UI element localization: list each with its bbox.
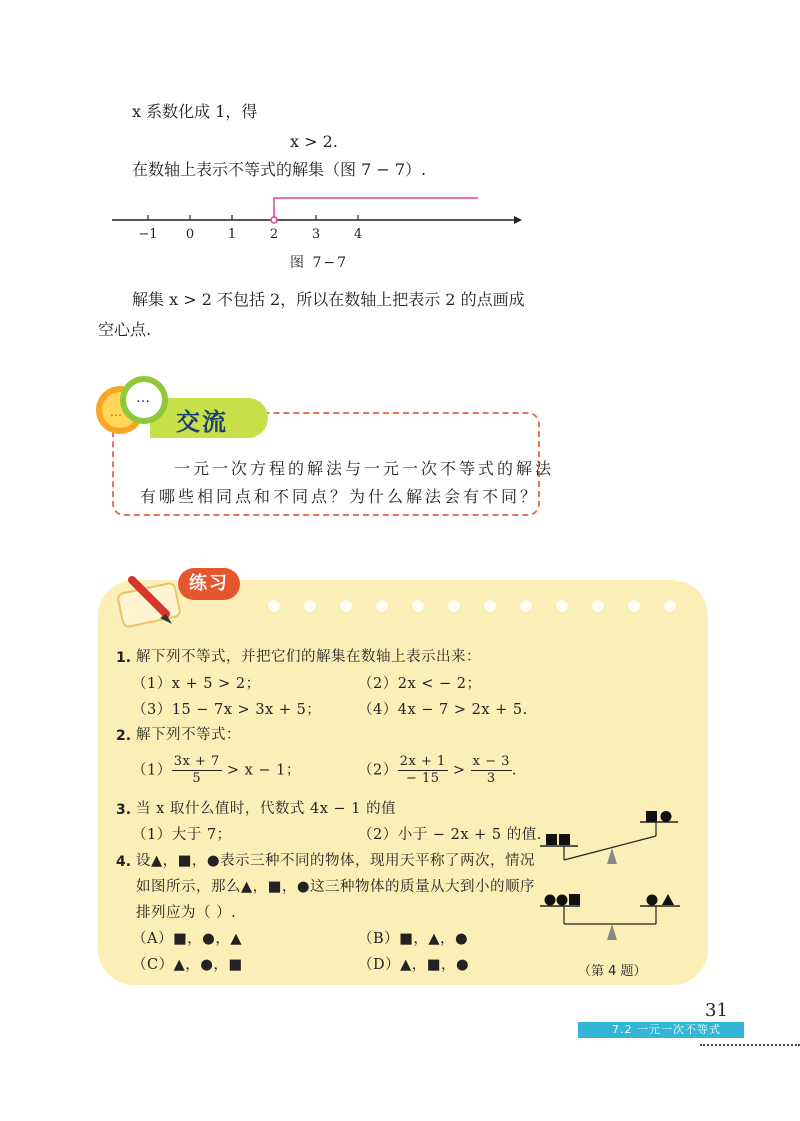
- circle-object-icon: [661, 811, 672, 822]
- q4-line-3: 排列应为（ ）.: [136, 905, 237, 921]
- triangle-object-icon: [662, 894, 674, 905]
- q1-number: 1.: [116, 650, 132, 666]
- page-number: 31: [705, 1000, 728, 1021]
- q1-option-4: （4）4x − 7 > 2x + 5.: [358, 702, 528, 718]
- figure-caption: 图 7−7: [290, 255, 348, 271]
- explanation-line-1: 解集 x > 2 不包括 2，所以在数轴上把表示 2 的点画成: [132, 290, 525, 309]
- square-object-icon: [569, 894, 580, 905]
- practice-dot: [556, 600, 568, 612]
- number-line-tick-label: 4: [353, 227, 363, 242]
- speech-bubbles-icon: [92, 372, 172, 444]
- q4-option-c: （C）▲，●，■: [132, 957, 243, 973]
- q2-fraction-3: [471, 754, 512, 787]
- q1-option-3: （3）15 − 7x > 3x + 5；: [132, 702, 322, 718]
- practice-dot: [448, 600, 460, 612]
- text-line-2: x > 2.: [290, 132, 338, 151]
- q2-fraction-1-denominator: 5: [192, 771, 202, 786]
- q2-fraction-3-denominator: 3: [486, 771, 496, 786]
- balance-scale-2: [540, 894, 680, 940]
- open-point: [271, 217, 277, 223]
- practice-dot: [304, 600, 316, 612]
- q2-option-1: [132, 754, 301, 787]
- q2-option-2: [358, 754, 517, 787]
- q2-fraction-1: [172, 754, 222, 787]
- q2-option-1-rest: > x − 1；: [221, 762, 301, 779]
- practice-dot: [592, 600, 604, 612]
- number-line-figure: [110, 192, 530, 242]
- q1-option-1: （1）x + 5 > 2；: [132, 676, 261, 692]
- circle-object-icon: [647, 895, 658, 906]
- q2-option-2-end: .: [511, 762, 518, 779]
- number-line-tick-label: 1: [227, 227, 237, 242]
- q2-text: 解下列不等式：: [136, 727, 241, 743]
- q1-text: 解下列不等式，并把它们的解集在数轴上表示出来：: [136, 649, 481, 665]
- q2-fraction-2-denominator: − 15: [405, 771, 440, 786]
- practice-dot: [268, 600, 280, 612]
- pencil-paper-icon: [110, 560, 190, 632]
- footer-dotted-rule: [700, 1044, 800, 1046]
- q2-number: 2.: [116, 728, 132, 744]
- practice-dot: [520, 600, 532, 612]
- section-label: 7.2 一元一次不等式: [578, 1022, 744, 1038]
- q4-option-a: （A）■，●，▲: [132, 931, 242, 947]
- number-line-tick-label: 3: [311, 227, 321, 242]
- q3-option-2: （2）小于 − 2x + 5 的值.: [358, 827, 542, 843]
- number-line-tick-label: 2: [269, 227, 279, 242]
- q3-option-1: （1）大于 7；: [132, 827, 232, 843]
- circle-object-icon: [557, 895, 568, 906]
- q4-option-d: （D）▲，■，●: [358, 957, 470, 973]
- balance-scale-1: [540, 811, 678, 864]
- square-object-icon: [559, 834, 570, 845]
- svg-text:…: …: [136, 390, 150, 406]
- q2-option-2-mid: >: [447, 762, 471, 779]
- practice-dot: [484, 600, 496, 612]
- exchange-line-1: 一元一次方程的解法与一元一次不等式的解法: [174, 459, 555, 478]
- q4-line-2: 如图所示，那么▲，■，●这三种物体的质量从大到小的顺序: [136, 879, 536, 895]
- q4-number: 4.: [116, 854, 132, 870]
- practice-title: 练习: [178, 568, 240, 600]
- text-line-3: 在数轴上表示不等式的解集（图 7 − 7）.: [132, 160, 427, 179]
- practice-dot: [376, 600, 388, 612]
- figure-4-caption: （第 4 题）: [578, 964, 647, 979]
- q3-number: 3.: [116, 802, 132, 818]
- practice-dot: [628, 600, 640, 612]
- q2-fraction-3-numerator: x − 3: [472, 754, 510, 769]
- q2-fraction-1-numerator: 3x + 7: [173, 754, 220, 769]
- solution-ray: [274, 198, 478, 220]
- q4-option-b: （B）■，▲，●: [358, 931, 469, 947]
- explanation-line-2: 空心点.: [98, 320, 152, 339]
- practice-dot: [664, 600, 676, 612]
- square-object-icon: [546, 834, 557, 845]
- number-line-tick-label: 0: [185, 227, 195, 242]
- q2-option-1-label: （1）: [132, 762, 172, 779]
- q1-option-2: （2）2x < − 2；: [358, 676, 482, 692]
- q2-fraction-2: [398, 754, 448, 787]
- number-line-tick-label: −1: [138, 227, 158, 242]
- practice-dot: [340, 600, 352, 612]
- q3-text: 当 x 取什么值时，代数式 4x − 1 的值: [136, 801, 397, 817]
- q4-line-1: 设▲，■，●表示三种不同的物体，现用天平称了两次，情况: [136, 853, 536, 869]
- q2-option-2-label: （2）: [358, 762, 398, 779]
- square-object-icon: [646, 811, 657, 822]
- circle-object-icon: [545, 895, 556, 906]
- exchange-line-2: 有哪些相同点和不同点？为什么解法会有不同？: [140, 487, 540, 506]
- svg-text:…: …: [110, 405, 122, 419]
- text-line-1: x 系数化成 1，得: [132, 102, 258, 121]
- axis-arrow-icon: [514, 216, 522, 224]
- q2-fraction-2-numerator: 2x + 1: [399, 754, 446, 769]
- practice-dot: [412, 600, 424, 612]
- exchange-title: 交流: [176, 408, 228, 436]
- balance-figure: [536, 808, 696, 948]
